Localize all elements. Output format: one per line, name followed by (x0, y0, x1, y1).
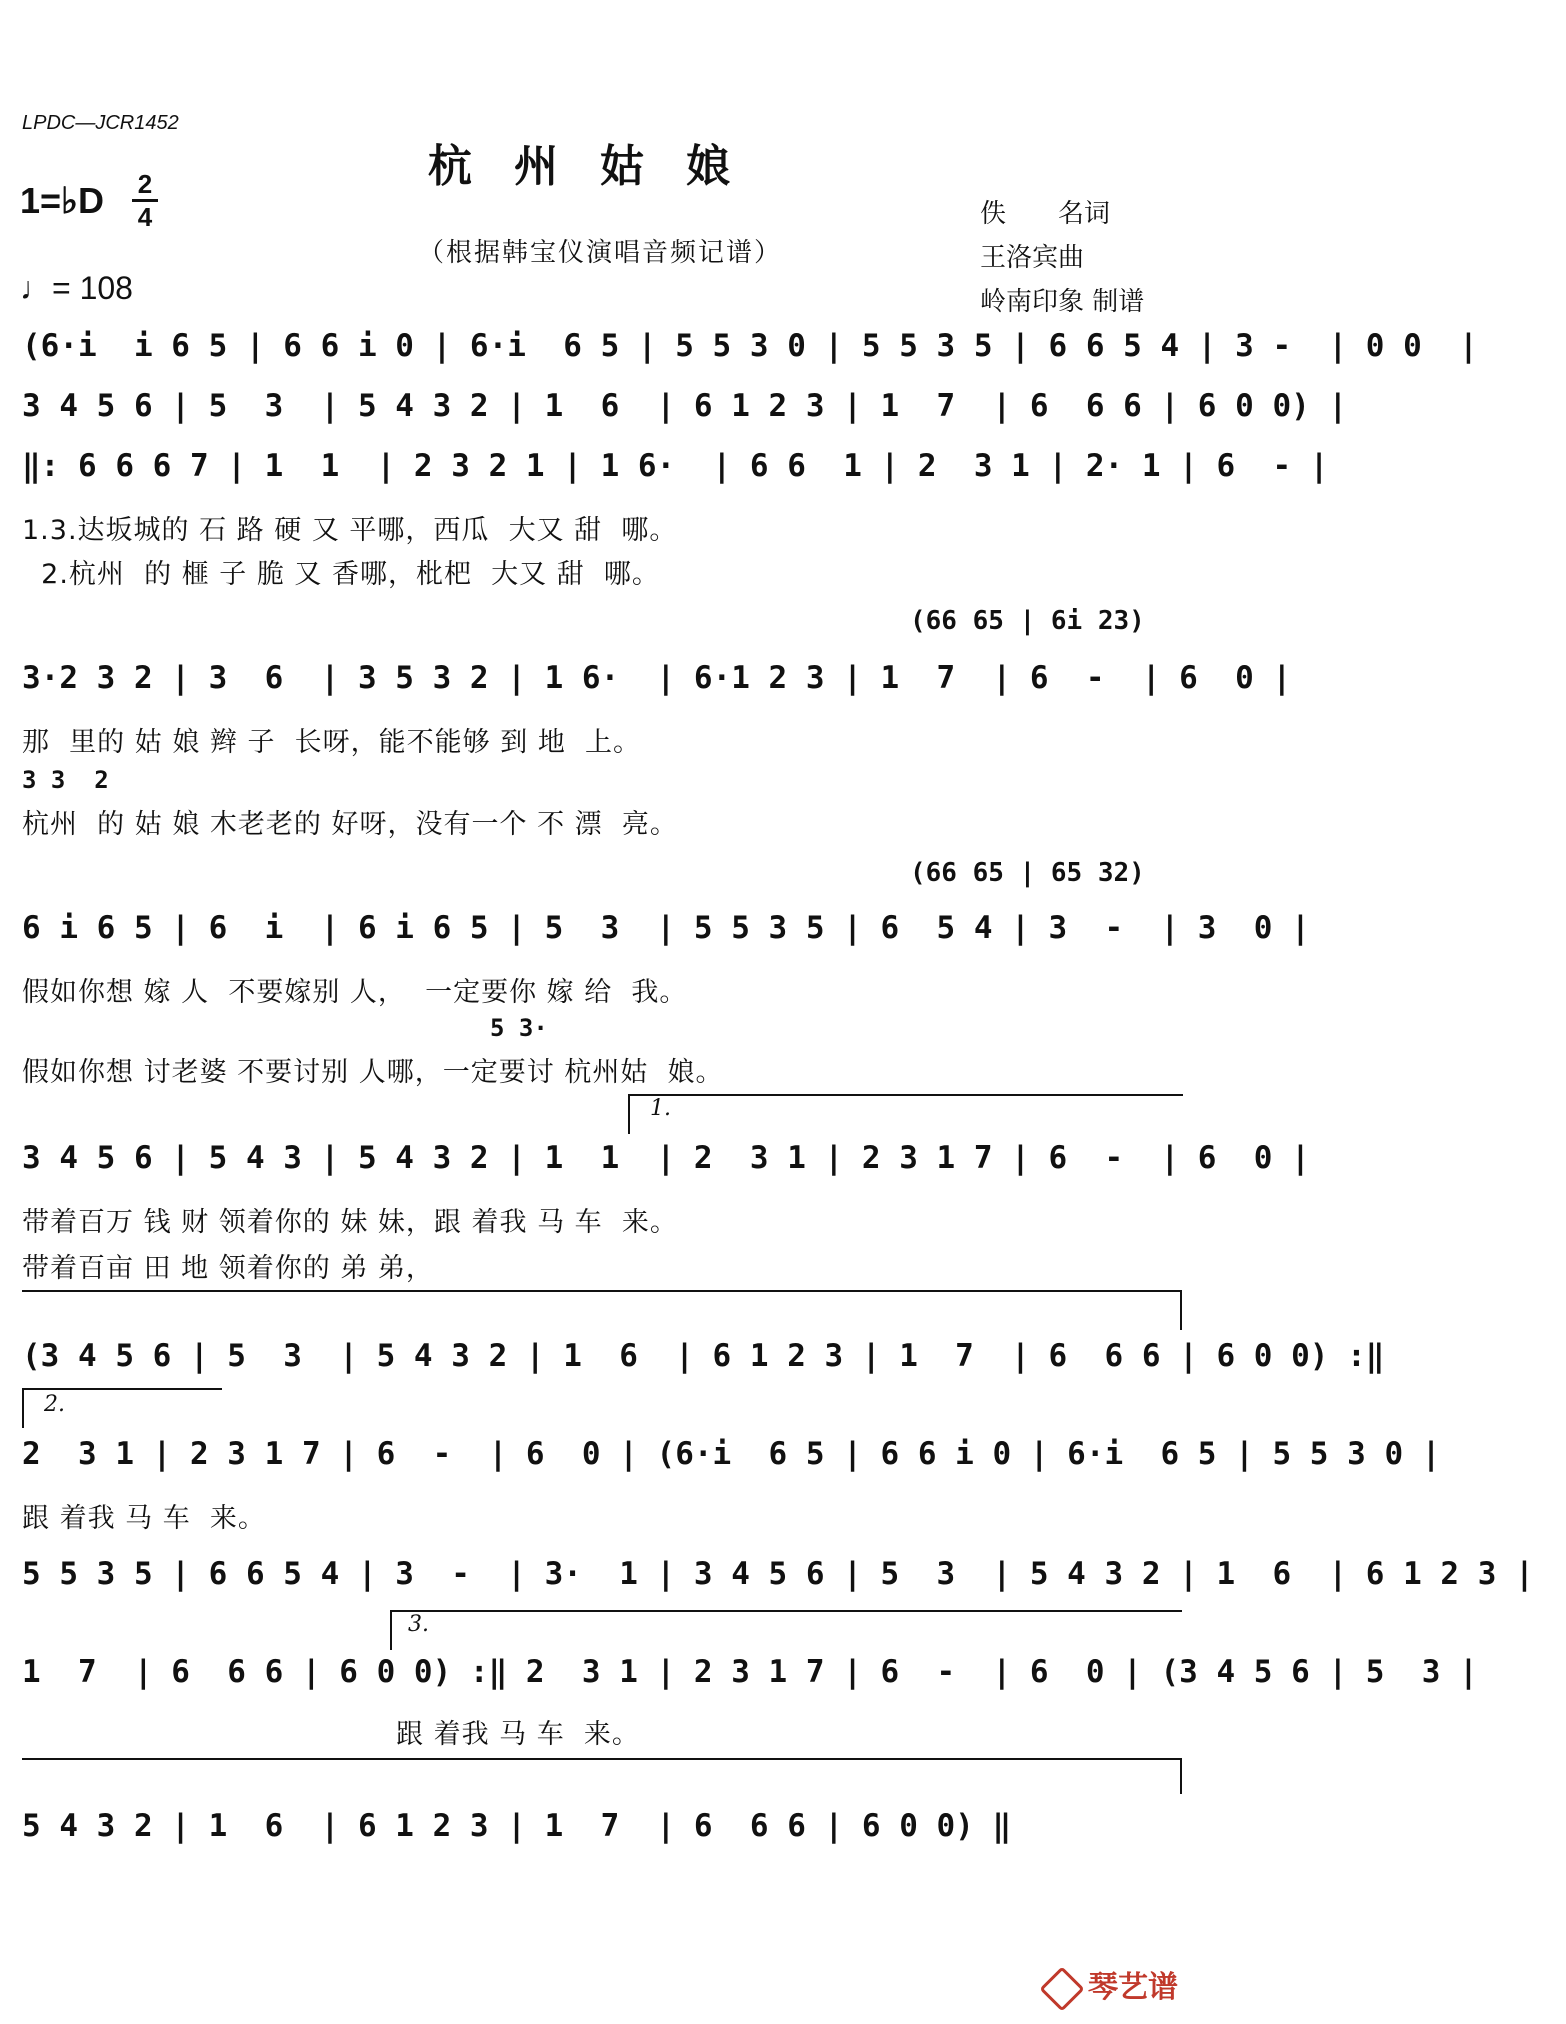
volta-1-end (1180, 1290, 1182, 1330)
score-row-2: 3 4 5 6 | 5 3 | 5 4 3 2 | 1 6 | 6 1 2 3 | 1 7 | 6 6 6 | 6 0 0) | (22, 388, 1348, 424)
lyric-row-4b: 杭州 的 姑 娘 木老老的 好呀，没有一个 不 漂 亮。 (22, 809, 678, 840)
watermark-logo: 琴艺谱 (1046, 1962, 1178, 2006)
volta-3-mark (390, 1610, 392, 1650)
lyric-row-6b: 带着百亩 田 地 领着你的 弟 弟， (22, 1253, 434, 1284)
subtitle: （根据韩宝仪演唱音频记谱） (417, 238, 782, 268)
lyric-row-10: 跟 着我 马 车 来。 (396, 1719, 640, 1750)
score-row-10: 1 7 | 6 6 6 | 6 0 0) :‖ 2 3 1 | 2 3 1 7 | 6 - | 6 0 | (3 4 5 6 | 5 3 | (22, 1654, 1478, 1690)
credit-score: 岭南印象 制谱 (980, 287, 1145, 317)
volta-2-mark (22, 1388, 24, 1428)
volta-1-mark (628, 1094, 630, 1134)
score-row-7: (3 4 5 6 | 5 3 | 5 4 3 2 | 1 6 | 6 1 2 3 | 1 7 | 6 6 6 | 6 0 0) :‖ (22, 1338, 1385, 1374)
volta-3-line (390, 1610, 1182, 1612)
volta-3-label: 3. (408, 1612, 429, 1637)
lyric-row-5b: 假如你想 讨老婆 不要讨别 人哪，一定要讨 杭州姑 娘。 (22, 1057, 724, 1088)
credit-lyrics: 佚 名词 (980, 199, 1111, 229)
volta-3-extension (22, 1758, 1182, 1760)
volta-3-end (1180, 1758, 1182, 1794)
time-signature (132, 170, 158, 231)
score-row-6: 3 4 5 6 | 5 4 3 | 5 4 3 2 | 1 1 | 2 3 1 | 2 3 1 7 | 6 - | 6 0 | (22, 1140, 1310, 1176)
lyric-row-5a: 假如你想 嫁 人 不要嫁别 人， 一定要你 嫁 给 我。 (22, 977, 688, 1008)
volta-2-label: 2. (44, 1392, 65, 1417)
score-code: LPDC—JCR1452 (22, 112, 179, 134)
credit-music: 王洛宾曲 (980, 243, 1085, 273)
score-row-5: 6 i 6 5 | 6 i | 6 i 6 5 | 5 3 | 5 5 3 5 | 6 5 4 | 3 - | 3 0 | (22, 910, 1310, 946)
lyric-row-5-notes: 5 3· (490, 1014, 548, 1042)
volta-1-extension (22, 1290, 1182, 1292)
lyric-verse-1-3: 1.3.达坂城的 石 路 硬 又 平哪，西瓜 大又 甜 哪。 (22, 515, 678, 546)
volta-2-line (22, 1388, 222, 1390)
lyric-row-8: 跟 着我 马 车 来。 (22, 1503, 266, 1534)
score-row-1: (6·i i 6 5 | 6 6 i 0 | 6·i 6 5 | 5 5 3 0 | 5 5 3 5 | 6 6 5 4 | 3 - | 0 0 | (22, 328, 1478, 364)
volta-1-line (628, 1094, 1183, 1096)
score-row-9: 5 5 3 5 | 6 6 5 4 | 3 - | 3· 1 | 3 4 5 6 | 5 3 | 5 4 3 2 | 1 6 | 6 1 2 3 | (22, 1556, 1534, 1592)
lyric-row-4a: 那 里的 姑 娘 辫 子 长呀，能不能够 到 地 上。 (22, 727, 641, 758)
tempo-marking: ♩= 108 (20, 270, 133, 306)
score-row-4: 3·2 3 2 | 3 6 | 3 5 3 2 | 1 6· | 6·1 2 3 | 1 7 | 6 - | 6 0 | (22, 660, 1292, 696)
time-bottom: 4 (137, 202, 153, 232)
lyric-row-4-notes: 3 3 2 (22, 766, 109, 794)
interlude-1: (66 65 | 6i 23) (910, 606, 1145, 636)
score-row-11: 5 4 3 2 | 1 6 | 6 1 2 3 | 1 7 | 6 6 6 | 6 0 0) ‖ (22, 1808, 1012, 1844)
key-signature: 1=♭D (20, 180, 105, 221)
credits (980, 192, 1144, 324)
lyric-verse-2: 2.杭州 的 榧 子 脆 又 香哪，枇杷 大又 甜 哪。 (22, 559, 660, 590)
piano-logo-icon (1039, 1966, 1084, 2011)
interlude-2: (66 65 | 65 32) (910, 858, 1145, 888)
score-row-3: ‖: 6 6 6 7 | 1 1 | 2 3 2 1 | 1 6· | 6 6 1 | 2 3 1 | 2· 1 | 6 - | (22, 448, 1329, 484)
time-top: 2 (137, 169, 153, 199)
lyric-row-6a: 带着百万 钱 财 领着你的 妹 妹，跟 着我 马 车 来。 (22, 1207, 678, 1238)
page-title: 杭州姑娘 (428, 141, 772, 192)
score-row-8: 2 3 1 | 2 3 1 7 | 6 - | 6 0 | (6·i 6 5 | 6 6 i 0 | 6·i 6 5 | 5 5 3 0 | (22, 1436, 1441, 1472)
volta-1-label: 1. (650, 1096, 671, 1121)
